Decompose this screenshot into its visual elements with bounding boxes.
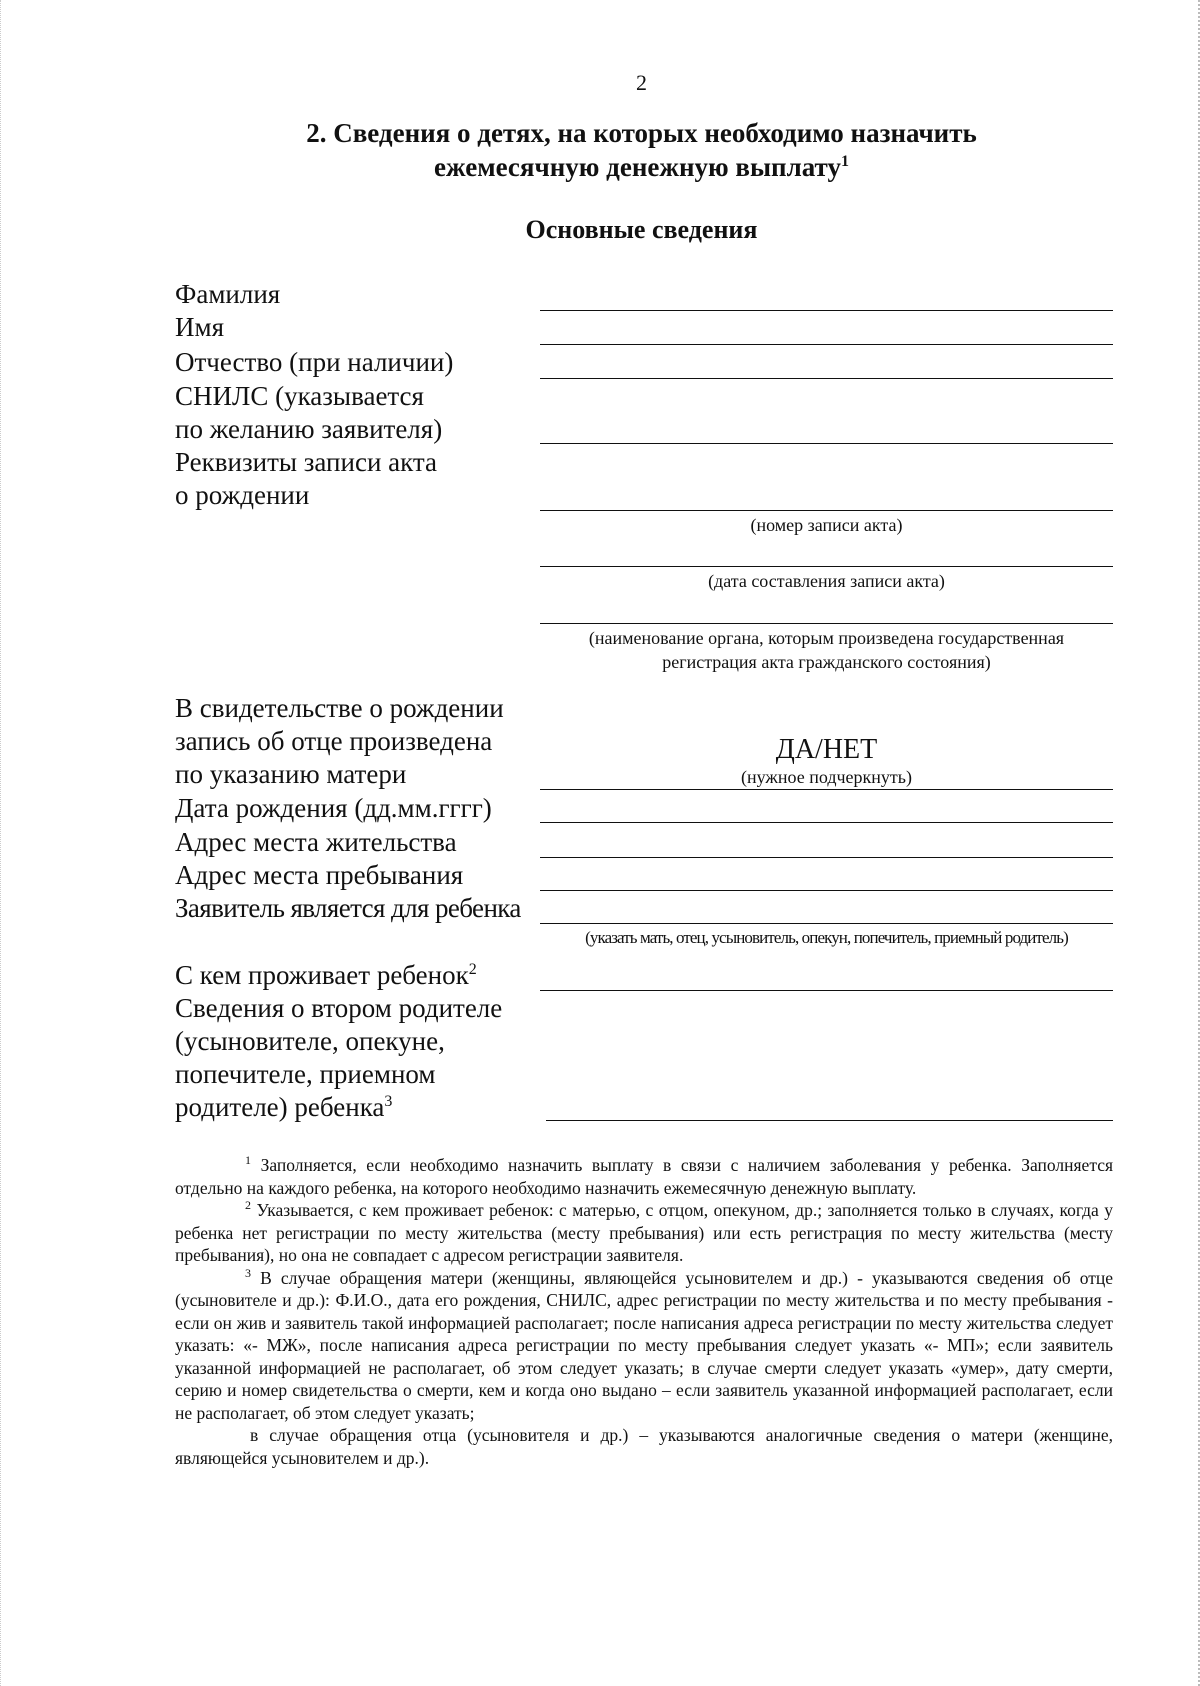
- footnote-3: [175, 1267, 1113, 1425]
- footnote-1-text: Заполняется, если необходимо назначить выплату в связи с наличием заболевания у ребенка. Заполняется отдельно на каждого ребенка, на которого необходимо назначить ежемесячную денежную выплату.: [175, 1155, 1114, 1198]
- stay-address-field[interactable]: [540, 890, 1113, 891]
- authority-field[interactable]: [540, 623, 1113, 624]
- label-name: Имя: [175, 312, 225, 342]
- lives-with-field[interactable]: [540, 990, 1113, 991]
- label-surname: Фамилия: [175, 279, 281, 309]
- snils-field[interactable]: [540, 443, 1113, 444]
- label-residence-address: Адрес места жительства: [175, 827, 457, 857]
- record-date-field[interactable]: [540, 566, 1113, 567]
- caption-authority-line1: (наименование органа, которым произведена государственная: [588, 628, 1065, 648]
- label-second-parent-line4: [175, 1091, 392, 1124]
- footnote-ref-2: 2: [468, 961, 477, 978]
- label-birth-record-line2: о рождении: [175, 480, 310, 510]
- caption-record-number: (номер записи акта): [750, 515, 903, 535]
- caption-authority: [540, 626, 1113, 674]
- name-field[interactable]: [540, 344, 1113, 345]
- footnote-ref-1: 1: [840, 153, 849, 170]
- caption-underline-needed: (нужное подчеркнуть): [741, 767, 912, 787]
- label-snils-line1: СНИЛС (указывается: [175, 381, 424, 411]
- yes-no-choice[interactable]: ДА/НЕТ: [775, 734, 878, 765]
- label-father-record-line1: В свидетельстве о рождении: [175, 693, 504, 723]
- label-birth-record-line1: Реквизиты записи акта: [175, 447, 437, 477]
- footnote-2-number: 2: [245, 1198, 251, 1213]
- caption-authority-line2: регистрация акта гражданского состояния): [662, 652, 991, 672]
- label-father-record-line3: по указанию матери: [175, 759, 407, 789]
- label-snils-line2: по желанию заявителя): [175, 414, 443, 444]
- second-parent-field[interactable]: [546, 1120, 1113, 1121]
- birth-date-field[interactable]: [540, 822, 1113, 823]
- footnote-ref-3: 3: [384, 1093, 393, 1110]
- section-title-line1: 2. Сведения о детях, на которых необходимо назначить: [306, 118, 977, 148]
- caption-record-date: (дата составления записи акта): [708, 571, 945, 591]
- label-second-parent-line2: (усыновителе, опекуне,: [175, 1026, 445, 1056]
- subsection-title: Основные сведения: [525, 215, 758, 244]
- applicant-is-field[interactable]: [540, 923, 1113, 924]
- section-title-line2-text: ежемесячную денежную выплату: [434, 152, 841, 182]
- patronymic-field[interactable]: [540, 378, 1113, 379]
- label-second-parent-line1: Сведения о втором родителе: [175, 993, 503, 1023]
- label-birth-date: Дата рождения (дд.мм.гггг): [175, 793, 492, 823]
- label-father-record-line2: запись об отце произведена: [175, 726, 493, 756]
- footnotes: [175, 1154, 1113, 1469]
- residence-address-field[interactable]: [540, 857, 1113, 858]
- label-lives-with: [175, 959, 477, 992]
- label-applicant-is: Заявитель является для ребенка: [175, 893, 521, 923]
- footnote-2-text: Указывается, с кем проживает ребенок: с матерью, с отцом, опекуном, др.; заполняется только в случаях, когда у ребенка нет регистрации по месту жительства (месту пребывания) или есть регистрация по месту жительства (месту пребывания), но она не совпадает с адресом регистрации заявителя.: [175, 1200, 1114, 1265]
- section-title-line2: [0, 150, 1200, 184]
- section-title: [0, 116, 1200, 184]
- surname-field[interactable]: [540, 310, 1113, 311]
- footnote-3-number: 3: [245, 1265, 251, 1280]
- page-number: 2: [636, 70, 647, 95]
- record-number-field[interactable]: [540, 510, 1113, 511]
- footnote-2: [175, 1199, 1113, 1267]
- father-record-line: [540, 789, 1113, 790]
- footnote-1: [175, 1154, 1113, 1199]
- footnote-3-text: В случае обращения матери (женщины, являющейся усыновителем и др.) - указываются сведения об отце (усыновителе и др.): Ф.И.О., дата его рождения, СНИЛС, адрес регистрации по месту жительства и по месту пребывания - если он жив и заявитель такой информацией располагает; после написания адреса регистрации по месту жительства следует указать: «- МЖ», после написания адреса регистрации по месту пребывания следует указать «- МП»; если заявитель указанной информацией не располагает, об этом следует указать; в случае смерти следует указать «умер», дату смерти, серию и номер свидетельства о смерти, кем и когда оно выдано – если заявитель указанной информацией располагает, если не располагает, об этом следует указать;: [175, 1267, 1114, 1423]
- label-second-parent-line4-text: родителе) ребенка: [175, 1092, 385, 1122]
- label-stay-address: Адрес места пребывания: [175, 860, 464, 890]
- caption-applicant-options: (указать мать, отец, усыновитель, опекун, попечитель, приемный родитель): [585, 928, 1068, 947]
- label-patronymic: Отчество (при наличии): [175, 347, 454, 377]
- footnote-1-number: 1: [245, 1153, 251, 1168]
- footnote-3-continuation: в случае обращения отца (усыновителя и др.) – указываются аналогичные сведения о матери (женщине, являющейся усыновителем и др.).: [175, 1425, 1113, 1468]
- label-lives-with-text: С кем проживает ребенок: [175, 960, 469, 990]
- label-second-parent-line3: попечителе, приемном: [175, 1059, 436, 1089]
